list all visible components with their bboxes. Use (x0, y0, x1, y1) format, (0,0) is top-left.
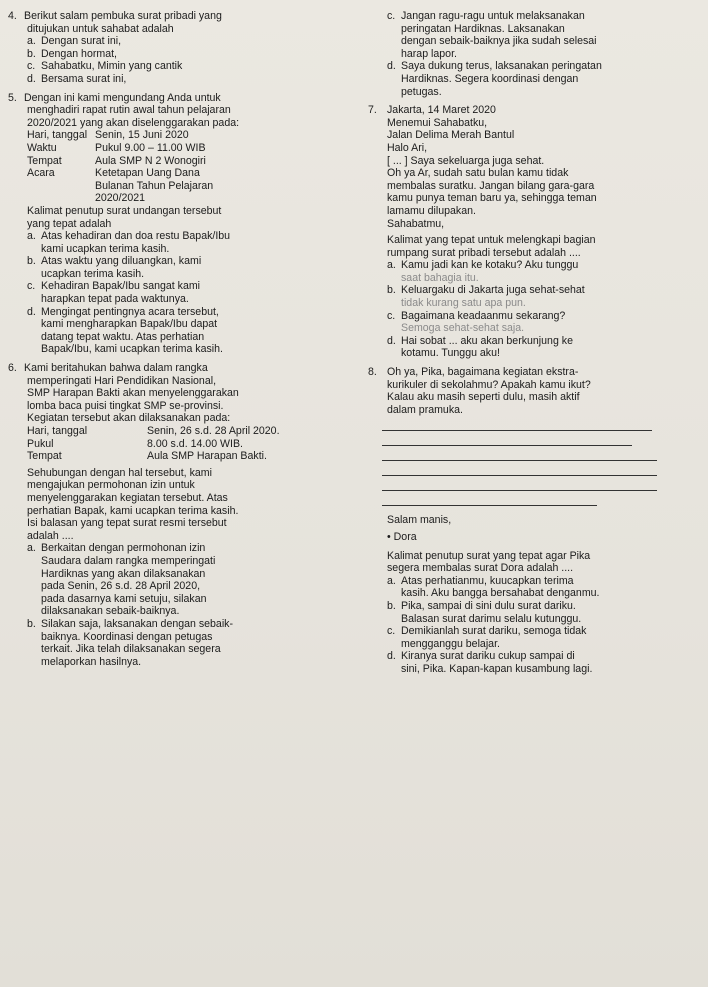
letter-text: Sehubungan dengan hal tersebut, kami (27, 466, 212, 479)
option-label: c. (27, 60, 36, 73)
option-text: kotamu. Tunggu aku! (401, 347, 500, 360)
question-prompt: Kalimat yang tepat untuk melengkapi bagian (387, 234, 596, 247)
option-label: c. (27, 280, 36, 293)
detail-key (27, 192, 95, 205)
letter-text: dalam pramuka. (387, 403, 463, 416)
detail-value: Aula SMP N 2 Wonogiri (95, 154, 206, 167)
option-text: kami mengharapkan Bapak/Ibu dapat (41, 318, 218, 331)
option-text: pada dasarnya kami setuju, silakan (41, 592, 207, 605)
option-text: Jangan ragu-ragu untuk melaksanakan (401, 10, 585, 22)
option-text: peringatan Hardiknas. Laksanakan (401, 22, 565, 35)
option-text: terkait. Jika telah dilaksanakan segera (41, 643, 221, 656)
answer-line[interactable] (382, 431, 632, 446)
detail-value: Pukul 9.00 – 11.00 WIB (95, 141, 206, 154)
answer-line[interactable] (382, 416, 652, 431)
question-prompt: segera membalas surat Dora adalah .... (387, 562, 574, 575)
question-stem: SMP Harapan Bakti akan menyelenggarakan (27, 387, 239, 400)
option-text: datang tepat waktu. Atas perhatian (41, 330, 205, 343)
answer-line[interactable] (382, 446, 657, 461)
detail-value: Senin, 15 Juni 2020 (95, 129, 189, 142)
question-prompt: yang tepat adalah (27, 217, 112, 230)
option-label: b. (387, 284, 396, 297)
question-5 (8, 92, 368, 356)
option-text: ucapkan terima kasih. (41, 267, 145, 280)
option-text: dengan sebaik-baiknya jika sudah selesai (401, 35, 597, 48)
option-text: mengganggu belajar. (401, 637, 500, 650)
option-text: Hai sobat ... aku akan berkunjung ke (401, 334, 573, 347)
option-text: Mengingat pentingnya acara tersebut, (41, 305, 219, 318)
option-text: Saya dukung terus, laksanakan peringatan (401, 60, 602, 73)
detail-key: Hari, tanggal (27, 425, 88, 437)
option-text: Atas perhatianmu, kuucapkan terima (401, 574, 574, 587)
letter-text: Halo Ari, (387, 141, 428, 154)
question-stem: Kami beritahukan bahwa dalam rangka (24, 362, 208, 375)
option-text: petugas. (401, 85, 442, 98)
letter-text: menyelenggarakan kegiatan tersebut. Atas (27, 491, 228, 504)
detail-key: Acara (27, 167, 55, 180)
letter-text: Sahabatmu, (387, 217, 445, 230)
option-text: Bapak/Ibu, kami ucapkan terima kasih. (41, 343, 223, 356)
detail-value: 2020/2021 (95, 192, 146, 205)
option-label: d. (27, 305, 36, 318)
question-number: 6. (8, 362, 17, 375)
letter-text: Menemui Sahabatku, (387, 116, 488, 129)
option-text: Kehadiran Bapak/Ibu sangat kami (41, 280, 201, 293)
option-text: Demikianlah surat dariku, semoga tidak (401, 625, 587, 638)
option-label: a. (27, 542, 36, 555)
option-label: b. (387, 599, 396, 612)
option-text: Semoga sehat-sehat saja. (401, 322, 525, 335)
letter-text: Oh ya, Pika, bagaimana kegiatan ekstra- (387, 366, 579, 379)
detail-key: Hari, tanggal (27, 129, 88, 142)
option-text: kami ucapkan terima kasih. (41, 242, 170, 255)
detail-value: Senin, 26 s.d. 28 April 2020. (147, 425, 280, 437)
option-text: harapkan tepat pada waktunya. (41, 293, 189, 306)
option-label: d. (387, 334, 396, 347)
option-text: baiknya. Koordinasi dengan petugas (41, 630, 213, 643)
option-label: b. (27, 617, 36, 630)
answer-line[interactable] (382, 476, 657, 491)
question-stem: Kegiatan tersebut akan dilaksanakan pada: (27, 412, 231, 425)
question-stem: lomba baca puisi tingkat SMP se-provinsi. (27, 399, 224, 412)
option-text: Keluargaku di Jakarta juga sehat-sehat (401, 284, 585, 297)
option-text: kasih. Aku bangga bersahabat denganmu. (401, 587, 600, 600)
option-text: tidak kurang satu apa pun. (401, 297, 526, 310)
question-stem: menghadiri rapat rutin awal tahun pelajaran (27, 104, 231, 117)
question-prompt: Kalimat penutup surat undangan tersebut (27, 204, 222, 217)
detail-key: Pukul (27, 437, 54, 450)
question-4-continued (368, 10, 702, 98)
option-text: Hardiknas. Segera koordinasi dengan (401, 72, 579, 85)
detail-key (27, 180, 95, 193)
detail-value: Ketetapan Uang Dana (95, 167, 200, 180)
option-text: Hardiknas yang akan dilaksanakan (41, 567, 206, 580)
option-text: Kiranya surat dariku cukup sampai di (401, 650, 575, 663)
letter-text: perhatian Bapak, kami ucapkan terima kasih. (27, 504, 239, 517)
question-stem: Berikut salam pembuka surat pribadi yang (24, 10, 222, 22)
question-stem: Dengan ini kami mengundang Anda untuk (24, 91, 221, 104)
option-text: Dengan surat ini, (41, 35, 122, 48)
letter-text: membalas suratku. Jangan bilang gara-gara (387, 179, 595, 192)
detail-key: Waktu (27, 141, 57, 154)
answer-line[interactable] (382, 491, 597, 506)
option-text: sini, Pika. Kapan-kapan kusambung lagi. (401, 662, 593, 675)
letter-text: Salam manis, (387, 514, 452, 527)
letter-text: Jakarta, 14 Maret 2020 (387, 104, 496, 117)
option-text: Bersama surat ini, (41, 72, 127, 85)
option-text: Atas kehadiran dan doa restu Bapak/Ibu (41, 230, 231, 243)
detail-key: Tempat (27, 450, 62, 463)
option-text: Sahabatku, Mimin yang cantik (41, 60, 183, 73)
question-prompt: Isi balasan yang tepat surat resmi tersebut (27, 517, 227, 530)
letter-text: kurikuler di sekolahmu? Apakah kamu ikut? (387, 378, 591, 391)
option-text: pada Senin, 26 s.d. 28 April 2020, (41, 580, 201, 593)
question-8 (368, 366, 702, 676)
option-text: Silakan saja, laksanakan dengan sebaik- (41, 617, 233, 630)
option-text: Bagaimana keadaanmu sekarang? (401, 309, 566, 322)
question-number: 4. (8, 10, 17, 22)
option-label: a. (387, 574, 396, 587)
option-label: c. (387, 10, 396, 22)
option-text: saat bahagia itu. (401, 271, 479, 284)
letter-text: [ ... ] Saya sekeluarga juga sehat. (387, 154, 545, 167)
option-label: b. (27, 255, 36, 268)
option-label: a. (27, 230, 36, 243)
option-text: Atas waktu yang diluangkan, kami (41, 255, 202, 268)
letter-text: mengajukan permohonan izin untuk (27, 479, 195, 492)
option-text: Balasan surat darimu selalu kutunggu. (401, 612, 582, 625)
detail-value: 8.00 s.d. 14.00 WIB. (147, 437, 243, 450)
option-text: dilaksanakan sebaik-baiknya. (41, 605, 180, 618)
option-text: harap lapor. (401, 47, 457, 60)
option-label: d. (387, 60, 396, 73)
letter-text: kamu punya teman baru ya, sehingga teman (387, 192, 597, 205)
letter-text: lamamu dilupakan. (387, 204, 476, 217)
question-number: 8. (368, 366, 377, 379)
option-text: Saudara dalam rangka memperingati (41, 554, 216, 567)
option-label: d. (27, 72, 36, 85)
question-number: 7. (368, 104, 377, 117)
answer-line[interactable] (382, 461, 657, 476)
option-text: Berkaitan dengan permohonan izin (41, 542, 206, 555)
question-stem: 2020/2021 yang akan diselenggarakan pada: (27, 116, 240, 129)
option-text: melaporkan hasilnya. (41, 655, 142, 668)
option-label: a. (27, 35, 36, 48)
option-text: Dengan hormat, (41, 47, 117, 60)
question-prompt: rumpang surat pribadi tersebut adalah .... (387, 246, 581, 259)
option-label: b. (27, 47, 36, 60)
detail-value: Aula SMP Harapan Bakti. (147, 450, 267, 463)
detail-key: Tempat (27, 154, 62, 167)
option-label: c. (387, 309, 396, 322)
option-text: Pika, sampai di sini dulu surat dariku. (401, 599, 576, 612)
question-stem: memperingati Hari Pendidikan Nasional, (27, 374, 217, 387)
right-column (368, 10, 702, 676)
letter-text: Jalan Delima Merah Bantul (387, 129, 515, 142)
question-stem: ditujukan untuk sahabat adalah (27, 22, 174, 35)
detail-value: Bulanan Tahun Pelajaran (95, 179, 214, 192)
left-column (8, 10, 368, 668)
question-number: 5. (8, 91, 17, 104)
letter-text: Oh ya Ar, sudah satu bulan kamu tidak (387, 167, 569, 180)
option-text: Kamu jadi kan ke kotaku? Aku tunggu (401, 259, 579, 272)
letter-text: • Dora (387, 531, 417, 543)
question-prompt: adalah .... (27, 529, 74, 542)
option-label: a. (387, 259, 396, 272)
question-7 (368, 104, 702, 360)
option-label: c. (387, 625, 396, 638)
question-4 (8, 10, 368, 86)
option-label: d. (387, 650, 396, 663)
question-prompt: Kalimat penutup surat yang tepat agar Pika (387, 549, 591, 562)
letter-text: Kalau aku masih seperti dulu, masih aktif (387, 391, 580, 404)
question-6 (8, 362, 368, 668)
